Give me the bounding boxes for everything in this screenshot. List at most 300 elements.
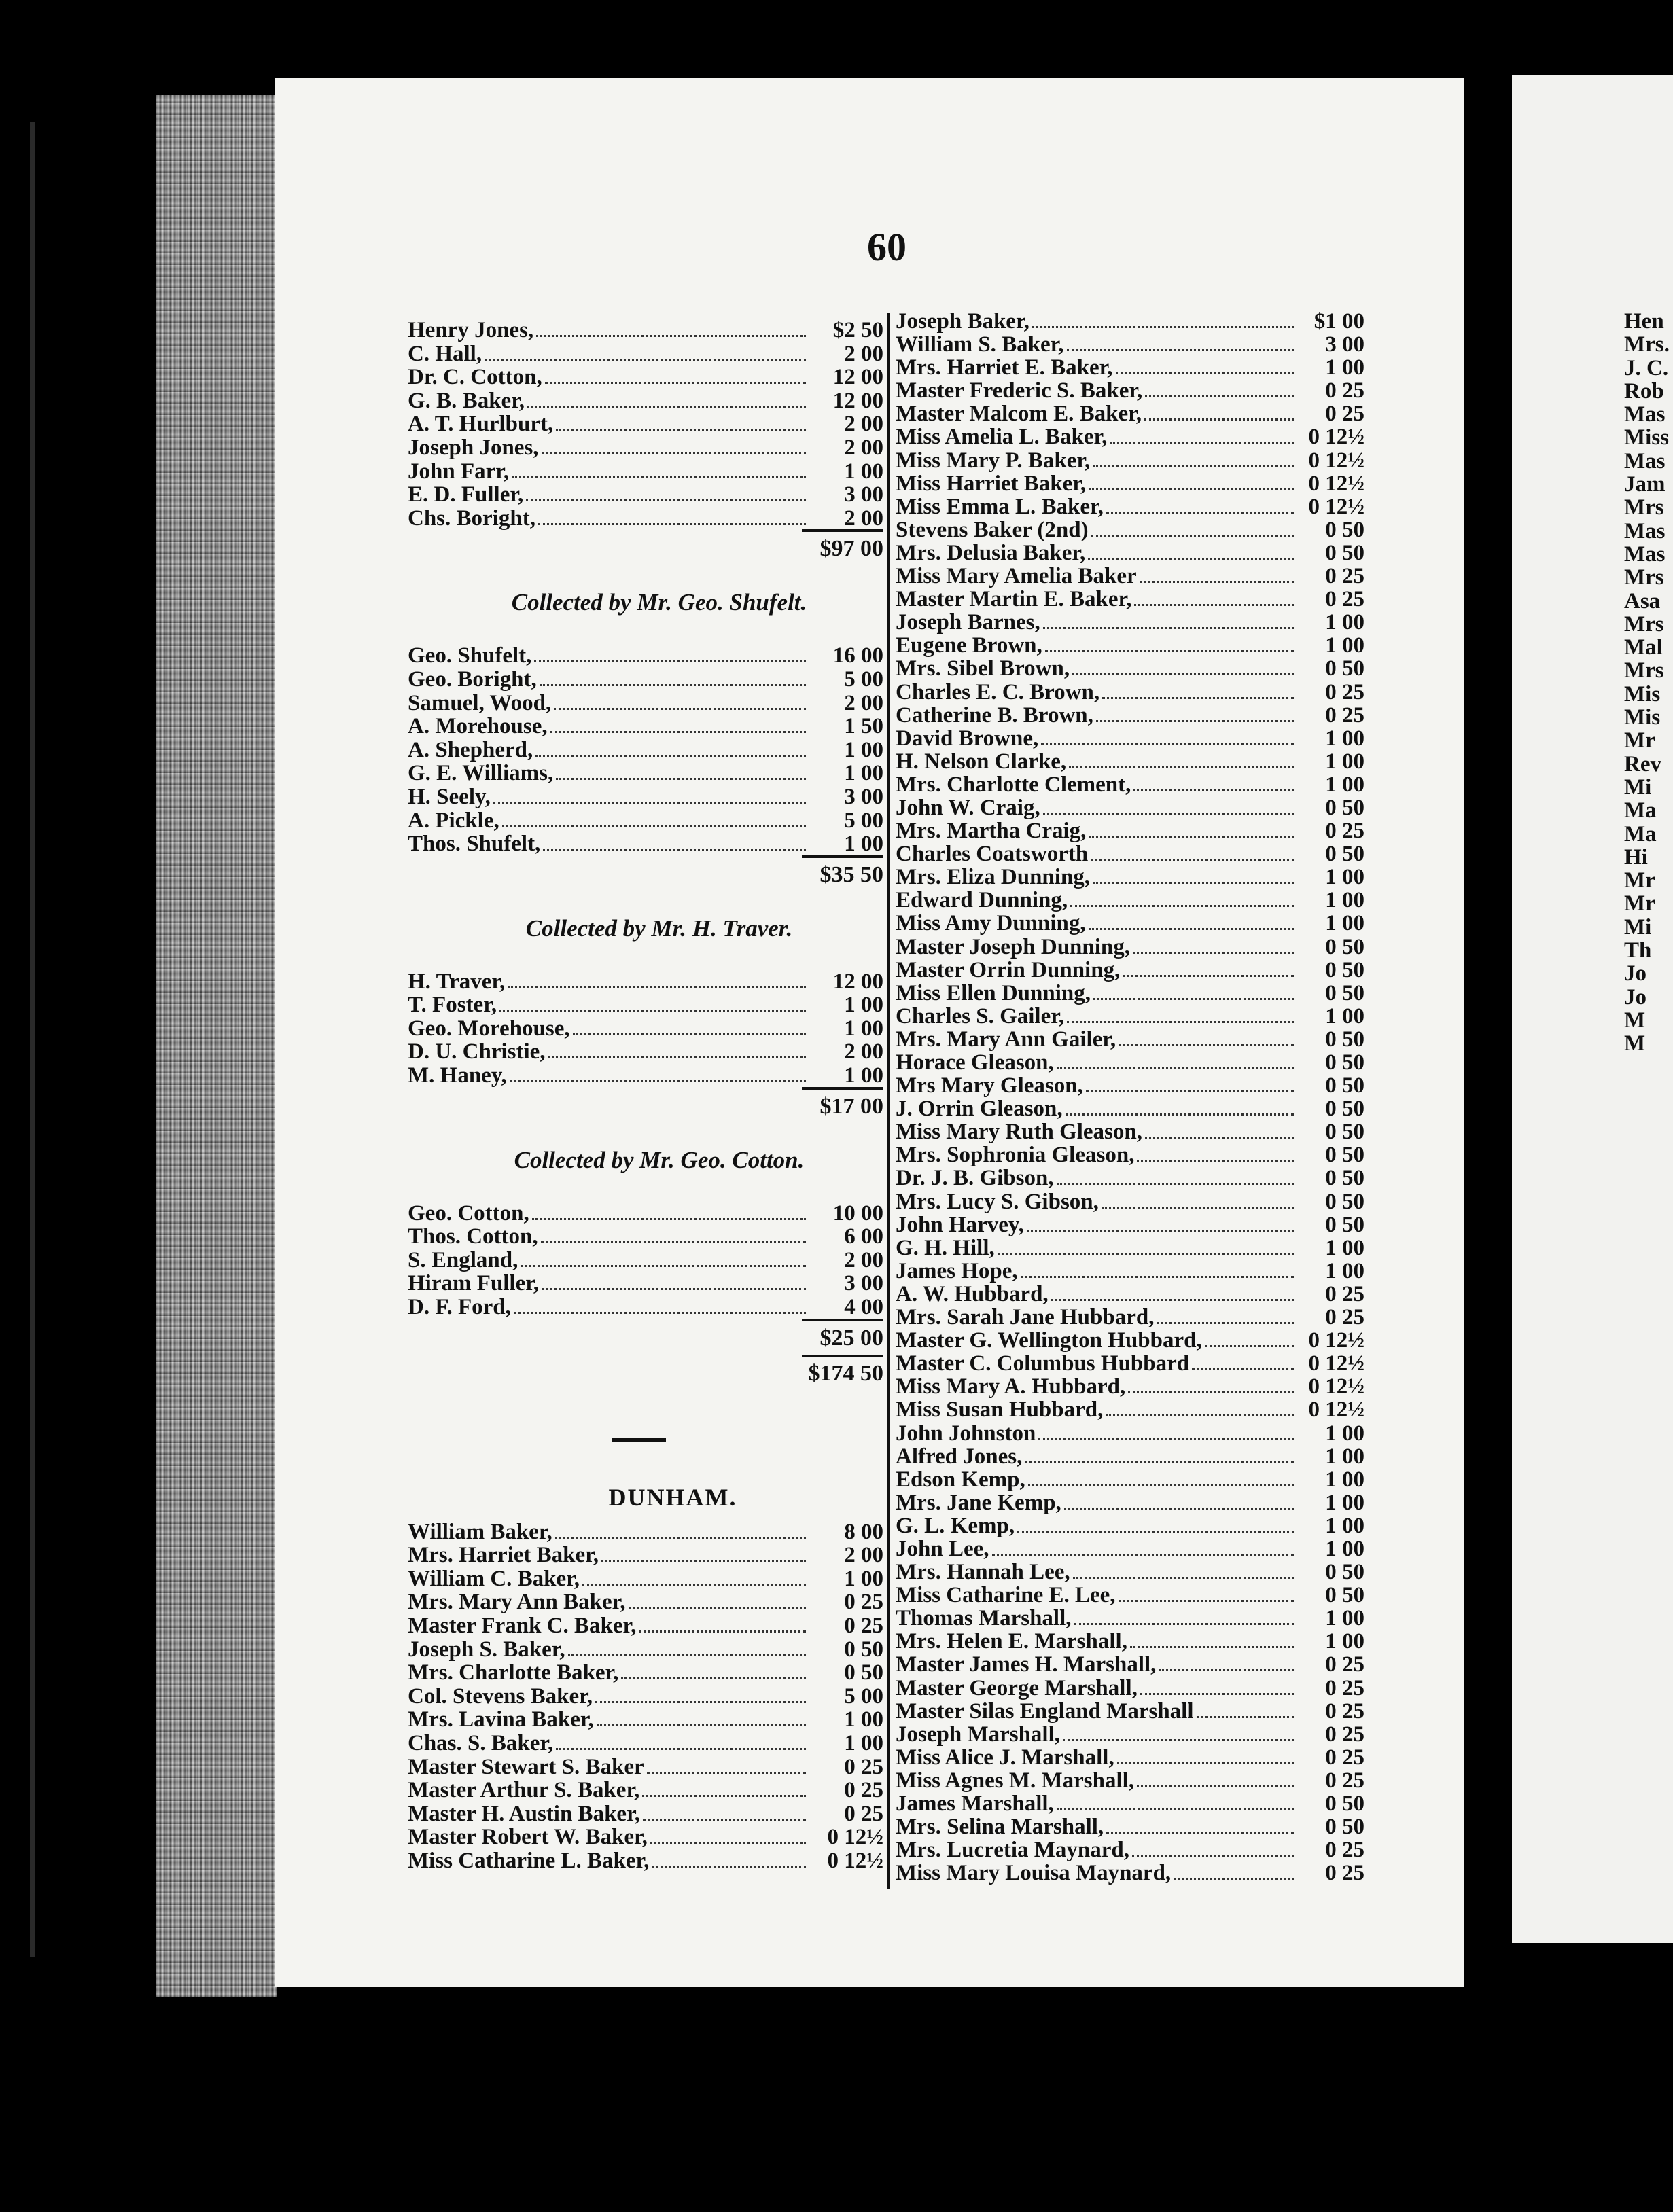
dot-leader (998, 1253, 1294, 1255)
subscriber-name: Mrs. Charlotte Baker, (408, 1660, 619, 1685)
facing-page-fragment: Mr (1624, 868, 1655, 893)
subscription-amount: 0 50 (1325, 1189, 1364, 1214)
subscription-amount: 0 25 (1325, 587, 1364, 612)
subscription-amount: 1 00 (1325, 726, 1364, 751)
subscription-amount: 0 25 (1325, 1745, 1364, 1770)
facing-page-fragment: Mr (1624, 891, 1655, 916)
list-item (896, 1606, 1364, 1629)
list-item (408, 389, 883, 412)
subscriber-name: Thos. Shufelt, (408, 832, 541, 857)
dot-leader (1089, 488, 1294, 490)
list-item (896, 1236, 1364, 1259)
subscription-amount: 1 00 (1325, 749, 1364, 774)
list-item (896, 448, 1364, 471)
dot-leader (1093, 998, 1294, 1000)
dot-leader (514, 1312, 806, 1314)
subscription-amount: 0 50 (1325, 1120, 1364, 1145)
facing-page-fragment: Hen (1624, 309, 1664, 334)
subscription-amount: 1 00 (1325, 633, 1364, 658)
subscription-amount: 1 00 (844, 1063, 883, 1088)
subscription-amount: 0 25 (844, 1778, 883, 1803)
dot-leader (1132, 1855, 1294, 1857)
list-item (408, 318, 883, 342)
facing-page-fragment: Mas (1624, 402, 1666, 427)
subscription-amount: 0 12½ (1308, 1397, 1364, 1423)
subscriber-name: Hiram Fuller, (408, 1271, 540, 1296)
subscription-amount: 1 00 (1325, 1235, 1364, 1260)
list-item (896, 1838, 1364, 1861)
subscription-amount: 0 25 (1325, 1281, 1364, 1306)
dot-leader (542, 1288, 806, 1290)
group1-total (408, 529, 883, 562)
subscriber-name: Miss Amy Dunning, (896, 911, 1086, 936)
dot-leader (601, 1560, 806, 1562)
facing-page-fragment: Mi (1624, 914, 1652, 940)
dot-leader (550, 731, 806, 733)
facing-page-fragment: Mrs. (1624, 332, 1670, 357)
list-item (896, 1861, 1364, 1884)
facing-page-fragment: J. C. (1624, 355, 1669, 380)
group4-heading: Collected by Mr. Geo. Cotton. (514, 1146, 805, 1173)
subscriber-name: Eugene Brown, (896, 633, 1042, 658)
list-item (408, 969, 883, 993)
group2-total-value: $35 50 (802, 855, 883, 888)
dot-leader (542, 452, 806, 454)
list-item (896, 680, 1364, 703)
subscriber-name: S. England, (408, 1247, 518, 1272)
list-item (408, 1543, 883, 1567)
facing-page-fragment: Mrs (1624, 611, 1664, 637)
subscriber-name: Chas. S. Baker, (408, 1730, 554, 1755)
subscriber-name: Mrs. Charlotte Clement, (896, 772, 1131, 797)
subscriber-name: Joseph S. Baker, (408, 1637, 565, 1662)
subscriber-name: Stevens Baker (2nd) (896, 517, 1089, 542)
subscription-amount: 1 00 (844, 993, 883, 1018)
dot-leader (1045, 650, 1294, 652)
subscription-amount: 0 12½ (1308, 1374, 1364, 1399)
subscription-amount: 0 50 (844, 1660, 883, 1685)
dot-leader (1174, 1878, 1294, 1880)
dot-leader (527, 406, 806, 408)
list-item (896, 1768, 1364, 1791)
subscription-amount: 0 50 (1325, 517, 1364, 542)
list-item (408, 506, 883, 530)
list-item (896, 1652, 1364, 1675)
dunham-heading: DUNHAM. (608, 1483, 737, 1511)
subscriber-name: H. Nelson Clarke, (896, 749, 1067, 774)
list-item (408, 1825, 883, 1849)
subscriber-name: A. Morehouse, (408, 714, 548, 739)
list-item (896, 1791, 1364, 1815)
list-item (408, 1802, 883, 1825)
subscriber-name: G. E. Williams, (408, 761, 554, 786)
dot-leader (1066, 1113, 1294, 1116)
dot-leader (1157, 1322, 1294, 1324)
subscription-amount: $1 00 (1314, 309, 1364, 334)
subscriber-name: Joseph Baker, (896, 309, 1029, 334)
subscriber-name: D. U. Christie, (408, 1039, 546, 1065)
facing-page-fragment: Rob (1624, 378, 1664, 404)
column-divider (887, 313, 890, 1889)
subscription-amount: 1 00 (1325, 888, 1364, 913)
dot-leader (493, 802, 806, 804)
subscriber-name: Miss Harriet Baker, (896, 471, 1087, 496)
dot-leader (1067, 349, 1294, 351)
facing-page-fragment: Mal (1624, 635, 1663, 660)
dot-leader (1072, 673, 1294, 675)
list-item (896, 656, 1364, 679)
subscription-amount: 1 00 (1325, 610, 1364, 635)
subscription-amount: 2 00 (844, 341, 883, 366)
subscriber-name: James Hope, (896, 1258, 1018, 1283)
subscriber-name: Joseph Marshall, (896, 1722, 1061, 1747)
subscription-amount: 12 00 (832, 365, 883, 390)
subscription-amount: 0 25 (1325, 1838, 1364, 1863)
subscriber-name: Master C. Columbus Hubbard (896, 1351, 1190, 1376)
group1-total-value: $97 00 (802, 529, 883, 562)
subscription-amount: 3 00 (844, 1271, 883, 1296)
facing-page-fragment: Mas (1624, 518, 1666, 543)
subscriber-name: Mrs. Helen E. Marshall, (896, 1629, 1127, 1654)
dot-leader (650, 1842, 806, 1844)
list-item (896, 1213, 1364, 1236)
list-item (896, 1374, 1364, 1397)
subscription-amount: 0 50 (1325, 1027, 1364, 1052)
dot-leader (1102, 697, 1294, 699)
subscriber-name: Mrs. Hannah Lee, (896, 1560, 1070, 1585)
group2-total (408, 855, 883, 888)
list-item (896, 495, 1364, 518)
dot-leader (532, 1218, 806, 1220)
list-item (896, 1050, 1364, 1073)
subscriber-name: Miss Mary P. Baker, (896, 448, 1091, 473)
grand-total (408, 1351, 883, 1391)
subscription-amount: 0 50 (1325, 1212, 1364, 1237)
facing-page-edge (1512, 75, 1673, 1943)
subscriber-name: Mrs. Martha Craig, (896, 819, 1087, 844)
subscriber-name: Charles Coatsworth (896, 842, 1089, 867)
dot-leader (652, 1866, 806, 1868)
dot-leader (1057, 1808, 1294, 1810)
list-item (896, 935, 1364, 958)
subscription-amount: 0 12½ (1308, 471, 1364, 496)
list-item (896, 471, 1364, 495)
dot-leader (1057, 1067, 1294, 1069)
subscriber-name: Miss Mary Ruth Gleason, (896, 1120, 1142, 1145)
subscriber-name: Master Frank C. Baker, (408, 1613, 637, 1638)
list-item (896, 1676, 1364, 1699)
subscriber-name: Miss Alice J. Marshall, (896, 1745, 1114, 1770)
subscription-amount: 0 25 (1325, 702, 1364, 728)
list-item (408, 738, 883, 762)
dot-leader (647, 1772, 806, 1774)
group4-list (408, 1201, 883, 1319)
list-item (408, 1224, 883, 1248)
list-item (408, 412, 883, 435)
left-column (408, 318, 883, 1872)
subscriber-name: Chs. Boright, (408, 505, 535, 531)
dot-leader (629, 1607, 806, 1609)
list-item (896, 888, 1364, 911)
list-item (408, 1248, 883, 1272)
group3-total (408, 1087, 883, 1120)
subscriber-name: Master Martin E. Baker, (896, 587, 1132, 612)
subscriber-name: Mrs. Sarah Jane Hubbard, (896, 1305, 1155, 1330)
subscriber-name: Mrs. Lucy S. Gibson, (896, 1189, 1099, 1214)
facing-page-fragment: Jo (1624, 984, 1646, 1010)
dot-leader (548, 1056, 806, 1058)
subscription-amount: 1 00 (844, 761, 883, 786)
subscriber-name: Geo. Shufelt, (408, 643, 532, 668)
subscription-amount: 0 50 (1325, 1096, 1364, 1122)
facing-page-fragment: M (1624, 1007, 1646, 1033)
subscriber-name: E. D. Fuller, (408, 482, 524, 507)
subscriber-name: Master Joseph Dunning, (896, 934, 1131, 959)
subscriber-name: Miss Catharine L. Baker, (408, 1848, 650, 1873)
list-item (408, 435, 883, 459)
dot-leader (1117, 1762, 1294, 1764)
list-item (408, 459, 883, 483)
subscription-amount: 1 00 (1325, 865, 1364, 890)
facing-page-fragment: Jam (1624, 472, 1666, 497)
dot-leader (1106, 512, 1294, 514)
subscription-amount: 12 00 (832, 388, 883, 413)
list-item (408, 643, 883, 667)
subscription-amount: 0 50 (1325, 1560, 1364, 1585)
dot-leader (1038, 1438, 1294, 1440)
dot-leader (1137, 1160, 1294, 1162)
subscriber-name: Joseph Barnes, (896, 610, 1040, 635)
subscriber-name: Mrs. Eliza Dunning, (896, 865, 1091, 890)
subscriber-name: Master Silas England Marshall (896, 1698, 1194, 1724)
subscription-amount: 1 00 (844, 832, 883, 857)
facing-page-fragment: Mr (1624, 728, 1655, 753)
dot-leader (1096, 720, 1294, 722)
subscriber-name: Edson Kemp, (896, 1467, 1025, 1492)
dot-leader (573, 1033, 806, 1035)
subscriber-name: Master Malcom E. Baker, (896, 402, 1142, 427)
list-item (896, 1560, 1364, 1583)
list-item (896, 1583, 1364, 1606)
subscription-amount: 0 50 (1325, 842, 1364, 867)
dot-leader (521, 1265, 806, 1267)
list-item (896, 1166, 1364, 1189)
subscription-amount: 3 00 (844, 784, 883, 809)
list-item (896, 1421, 1364, 1444)
subscription-amount: 0 12½ (1308, 1328, 1364, 1353)
subscription-amount: 0 50 (1325, 540, 1364, 565)
dot-leader (512, 476, 806, 478)
subscriber-name: Miss Mary A. Hubbard, (896, 1374, 1126, 1399)
list-item (408, 482, 883, 506)
subscriber-name: Master Arthur S. Baker, (408, 1778, 640, 1803)
list-item (896, 1722, 1364, 1745)
subscriber-name: Charles E. C. Brown, (896, 679, 1100, 704)
right-column (896, 309, 1364, 1884)
subscription-amount: 4 00 (844, 1295, 883, 1320)
section-divider (612, 1438, 666, 1442)
subscription-amount: 5 00 (844, 808, 883, 833)
facing-page-fragment: Rev (1624, 751, 1661, 777)
subscription-amount: 0 50 (1325, 1166, 1364, 1191)
subscriber-name: Geo. Cotton, (408, 1200, 529, 1226)
dot-leader (642, 1795, 806, 1797)
dot-leader (485, 359, 806, 361)
subscription-amount: 16 00 (832, 643, 883, 668)
list-item (896, 1328, 1364, 1351)
list-item (896, 1444, 1364, 1467)
subscription-amount: 0 12½ (827, 1825, 883, 1850)
list-item (408, 1755, 883, 1779)
subscription-amount: 1 00 (844, 1707, 883, 1732)
subscription-amount: 1 00 (1325, 1629, 1364, 1654)
dot-leader (556, 778, 806, 780)
list-item (408, 993, 883, 1016)
dot-leader (1145, 1137, 1294, 1139)
subscription-amount: 1 50 (844, 714, 883, 739)
dot-leader (1093, 465, 1294, 467)
dot-leader (1088, 558, 1294, 560)
subscription-amount: 0 25 (1325, 1675, 1364, 1700)
subscriber-name: Horace Gleason, (896, 1050, 1054, 1075)
subscription-amount: 0 25 (1325, 402, 1364, 427)
subscriber-name: Thomas Marshall, (896, 1606, 1072, 1631)
subscription-amount: 0 25 (1325, 1652, 1364, 1677)
list-item (896, 1467, 1364, 1491)
subscription-amount: 3 00 (1325, 332, 1364, 357)
subscriber-name: Master G. Wellington Hubbard, (896, 1328, 1202, 1353)
list-item (896, 1397, 1364, 1421)
dot-leader (639, 1630, 806, 1633)
list-item (408, 1016, 883, 1040)
dot-leader (545, 382, 806, 384)
dot-leader (992, 1554, 1294, 1556)
list-item (408, 1520, 883, 1544)
list-item (896, 703, 1364, 726)
subscription-amount: 0 12½ (1308, 1351, 1364, 1376)
subscriber-name: C. Hall, (408, 341, 482, 366)
list-item (408, 667, 883, 691)
subscriber-name: Mrs. Lucretia Maynard, (896, 1838, 1130, 1863)
dot-leader (1116, 372, 1294, 374)
subscription-amount: 12 00 (832, 969, 883, 994)
list-item (896, 1629, 1364, 1652)
dot-leader (1089, 836, 1294, 838)
dot-leader (1106, 1414, 1294, 1416)
subscription-amount: 0 50 (844, 1637, 883, 1662)
list-item (896, 610, 1364, 633)
dot-leader (1134, 604, 1294, 606)
facing-page-fragment: Asa (1624, 588, 1661, 613)
list-item (408, 1707, 883, 1731)
subscriber-name: Henry Jones, (408, 318, 534, 342)
dot-leader (1021, 1276, 1294, 1278)
dot-leader (1043, 627, 1294, 629)
list-item (896, 1815, 1364, 1838)
dot-leader (1086, 1090, 1294, 1092)
subscriber-name: A. Pickle, (408, 808, 499, 833)
facing-page-fragment: Th (1624, 938, 1652, 963)
subscriber-name: Master George Marshall, (896, 1675, 1138, 1700)
subscriber-name: Mrs. Harriet E. Baker, (896, 355, 1113, 380)
subscriber-name: Mrs. Lavina Baker, (408, 1707, 594, 1732)
facing-page-fragments (1624, 309, 1670, 1055)
dot-leader (621, 1677, 806, 1679)
list-item (896, 1745, 1364, 1768)
dot-leader (568, 1654, 806, 1656)
dot-leader (1043, 813, 1294, 815)
subscriber-name: G. H. Hill, (896, 1235, 995, 1260)
subscription-amount: 1 00 (844, 1016, 883, 1041)
subscription-amount: 0 25 (844, 1590, 883, 1615)
subscriber-name: Mrs Mary Gleason, (896, 1073, 1083, 1099)
subscriber-name: M. Haney, (408, 1063, 507, 1088)
facing-page-fragment: Hi (1624, 844, 1648, 870)
subscriber-name: John W. Craig, (896, 795, 1040, 820)
dot-leader (1192, 1368, 1294, 1370)
facing-page-fragment: Mis (1624, 681, 1661, 707)
subscription-amount: 0 12½ (1308, 425, 1364, 450)
dot-leader (534, 660, 806, 662)
dot-leader (582, 1584, 806, 1586)
list-item (408, 1613, 883, 1637)
subscriber-name: Master Robert W. Baker, (408, 1825, 648, 1850)
subscription-amount: 0 25 (844, 1613, 883, 1638)
dot-leader (536, 335, 806, 337)
dot-leader (555, 1537, 806, 1539)
subscription-amount: 1 00 (1325, 911, 1364, 936)
list-item (896, 425, 1364, 448)
subscription-amount: 1 00 (844, 1566, 883, 1591)
list-item (408, 808, 883, 832)
list-item (896, 865, 1364, 888)
subscriber-name: Joseph Jones, (408, 435, 539, 460)
subscriber-name: Miss Emma L. Baker, (896, 494, 1104, 519)
dot-leader (1159, 1669, 1294, 1671)
list-item (896, 819, 1364, 842)
facing-page-fragment: Mi (1624, 774, 1652, 800)
facing-page-fragment: Miss (1624, 425, 1669, 450)
dot-leader (1144, 418, 1294, 421)
subscriber-name: A. T. Hurlburt, (408, 412, 554, 437)
subscription-amount: 2 00 (844, 690, 883, 715)
dot-leader (1032, 326, 1294, 328)
subscription-amount: 0 25 (1325, 819, 1364, 844)
subscriber-name: Mrs. Mary Ann Baker, (408, 1590, 626, 1615)
list-item (896, 1096, 1364, 1120)
subscriber-name: William S. Baker, (896, 332, 1064, 357)
right-list (896, 309, 1364, 1884)
list-item (408, 1567, 883, 1590)
subscription-amount: 0 25 (1325, 564, 1364, 589)
dot-leader (1064, 1508, 1294, 1510)
subscription-amount: 1 00 (844, 1730, 883, 1755)
dot-leader (1017, 1531, 1294, 1533)
dot-leader (1073, 1577, 1294, 1579)
dot-leader (1025, 1461, 1294, 1463)
subscriber-name: Mrs. Sophronia Gleason, (896, 1143, 1135, 1168)
subscription-amount: 0 25 (1325, 1861, 1364, 1886)
page-number: 60 (867, 225, 906, 269)
group3-list (408, 969, 883, 1087)
list-item (896, 958, 1364, 981)
subscriber-name: Geo. Morehouse, (408, 1016, 570, 1041)
list-item (896, 355, 1364, 378)
subscription-amount: 1 00 (1325, 1421, 1364, 1446)
subscriber-name: William Baker, (408, 1519, 552, 1544)
facing-page-fragment: Mas (1624, 541, 1666, 567)
dot-leader (556, 1748, 806, 1750)
